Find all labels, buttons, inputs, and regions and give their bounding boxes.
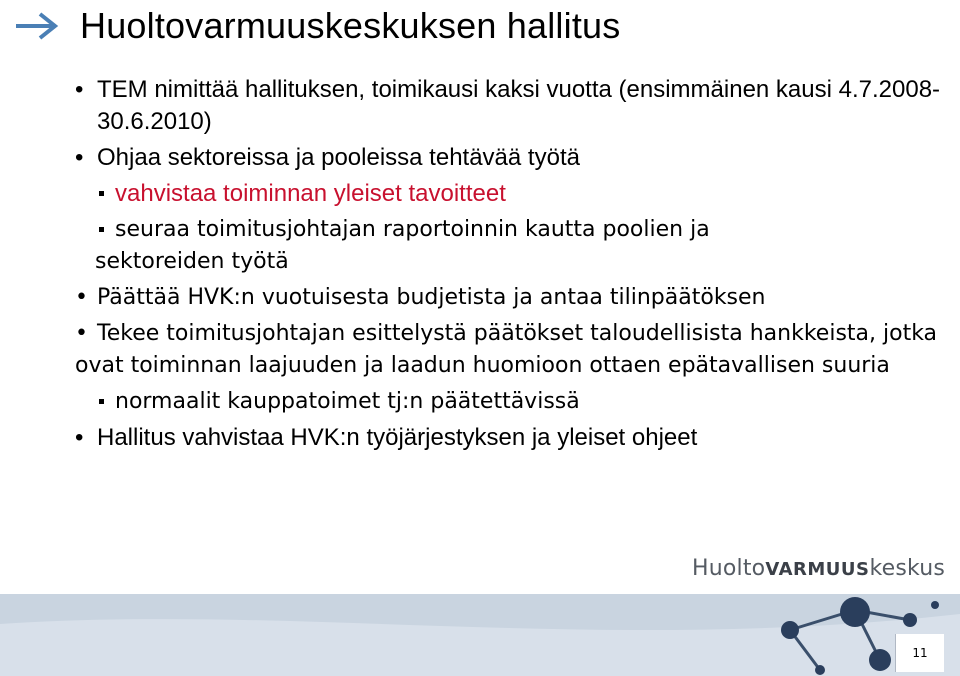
sub-bullet-text: sektoreiden työtä xyxy=(95,249,289,274)
square-bullet-icon xyxy=(99,399,104,404)
slide-content xyxy=(75,74,945,458)
bullet-item xyxy=(75,282,945,314)
bullet-item xyxy=(75,318,945,382)
bullet-text: Tekee toimitusjohtajan esittelystä päätökset taloudellisista hankkeista, jotka ovat toiminnan laajuuden ja laadun huomioon ottaen epätavallisen suuria xyxy=(75,321,938,378)
bullet-icon: • xyxy=(75,321,88,346)
bullet-text: TEM nimittää hallituksen, toimikausi kaksi vuotta (ensimmäinen kausi 4.7.2008-30.6.2010) xyxy=(97,76,941,135)
bullet-item xyxy=(75,142,945,174)
square-bullet-icon xyxy=(99,191,104,196)
sub-bullet-text: vahvistaa toiminnan yleiset tavoitteet xyxy=(115,180,506,207)
bullet-icon: • xyxy=(75,285,88,310)
page-number: 11 xyxy=(895,634,944,672)
title-row xyxy=(14,4,620,48)
sub-bullet-continuation xyxy=(75,246,945,278)
slide-title: Huoltovarmuuskeskuksen hallitus xyxy=(80,5,621,46)
logo-text-part2: VARMUUS xyxy=(765,559,870,580)
sub-bullet-item xyxy=(75,386,945,418)
bullet-item xyxy=(75,74,945,138)
bullet-text: Päättää HVK:n vuotuisesta budjetista ja antaa tilinpäätöksen xyxy=(97,285,766,310)
bullet-icon: • xyxy=(75,76,84,103)
logo-text-part3: keskus xyxy=(869,556,946,581)
bullet-text: Ohjaa sektoreissa ja pooleissa tehtävää työtä xyxy=(97,144,580,171)
right-arrow-icon xyxy=(14,11,60,41)
logo-text-part1: Huolto xyxy=(692,556,766,581)
sub-bullet-text: normaalit kauppatoimet tj:n päätettävissä xyxy=(115,389,580,414)
sub-bullet-item xyxy=(75,214,945,246)
hvk-logo xyxy=(692,556,945,581)
bullet-icon: • xyxy=(75,424,84,451)
sub-bullet-item xyxy=(75,178,945,210)
sub-bullet-text: seuraa toimitusjohtajan raportoinnin kautta poolien ja xyxy=(115,217,710,242)
bullet-icon: • xyxy=(75,144,84,171)
bullet-item xyxy=(75,422,945,454)
bullet-text: Hallitus vahvistaa HVK:n työjärjestyksen ja yleiset ohjeet xyxy=(97,424,698,451)
square-bullet-icon xyxy=(99,227,104,232)
